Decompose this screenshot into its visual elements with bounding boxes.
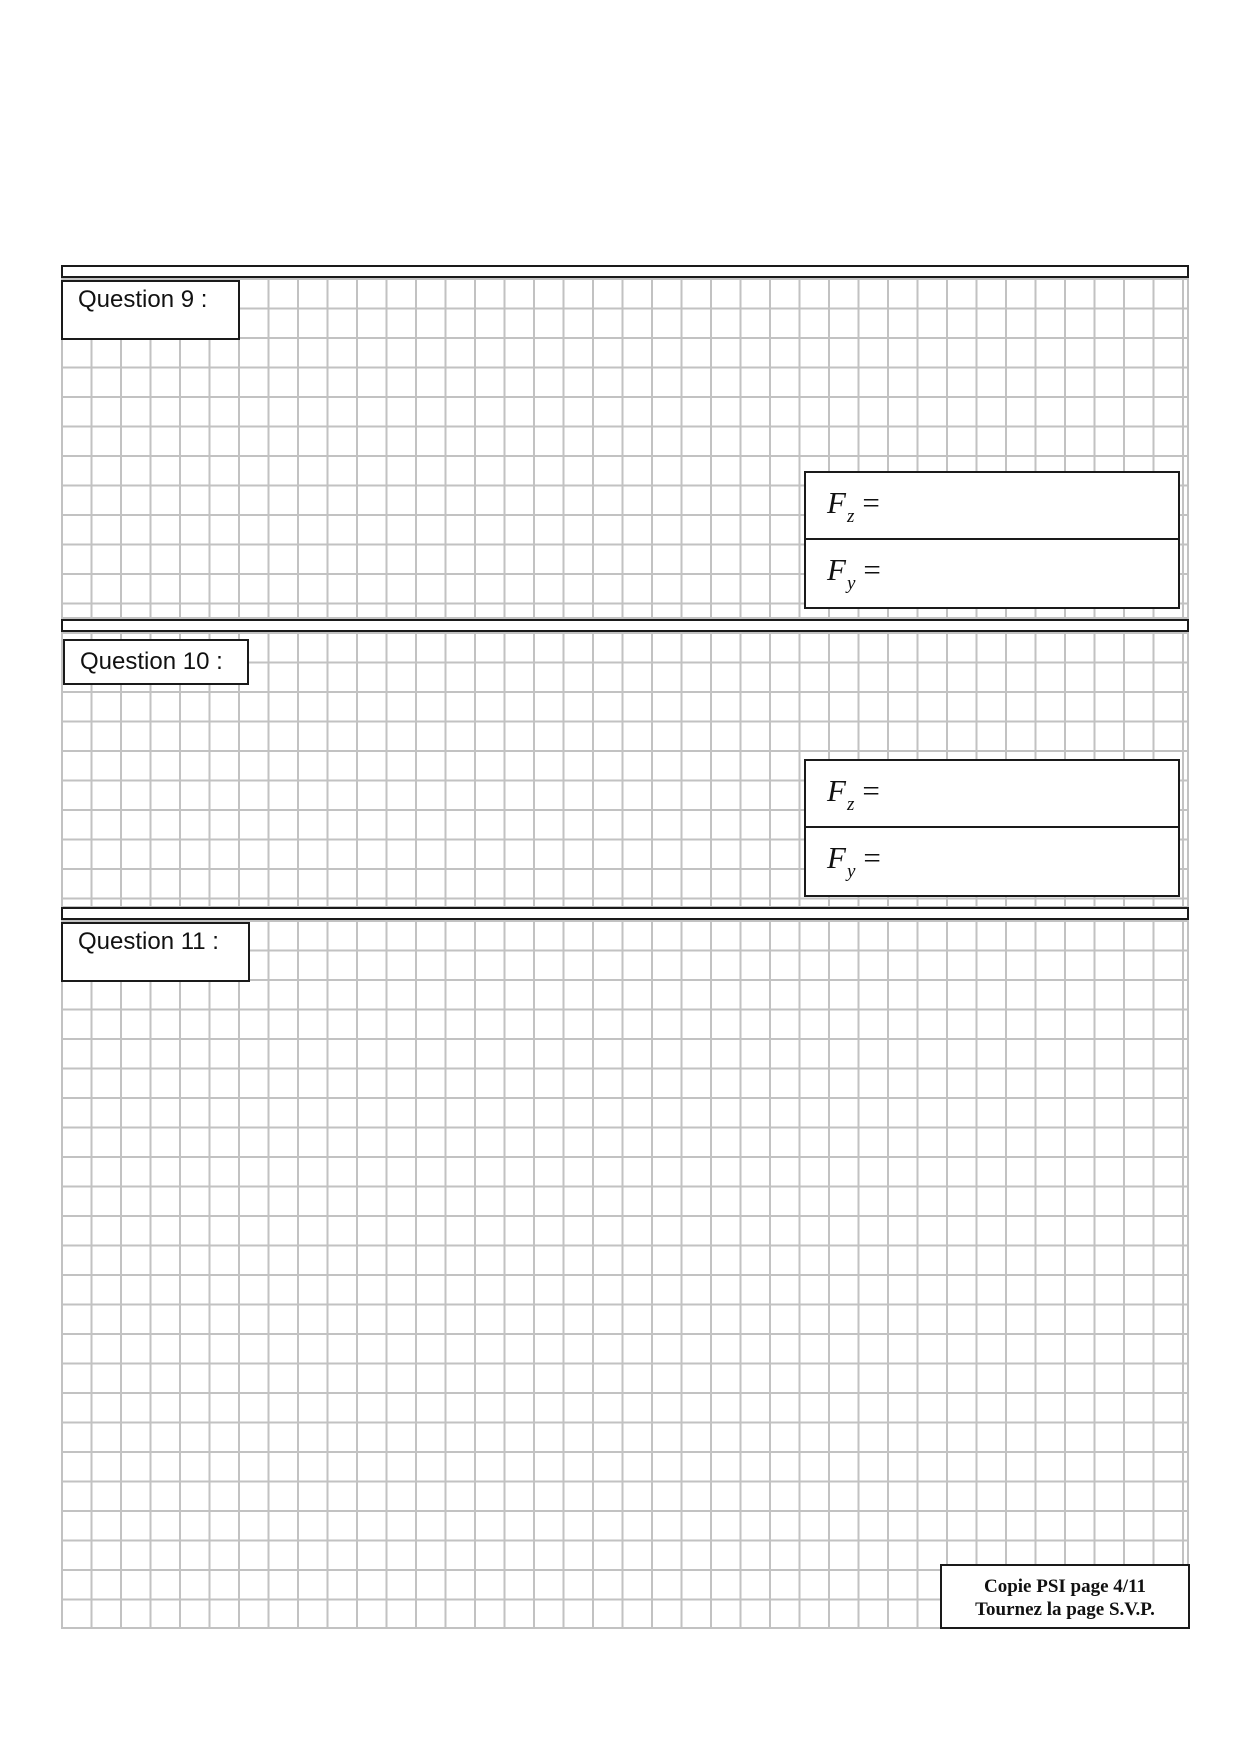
question-10-separator-bar [61,619,1189,632]
question-9-fz-formula: $F_z$ = [827,485,880,527]
question-10-fy-formula: $F_y$ = [827,840,881,882]
footer-turn-page-note: Tournez la page S.V.P. [975,1599,1155,1620]
question-10-answer-fz-row[interactable] [806,761,1178,828]
footer-page-number: Copie PSI page 4/11 [983,1576,1147,1597]
question-9-fy-formula: $F_y$ = [827,552,881,594]
question-10-answer-fy-row[interactable] [806,828,1178,895]
question-10-label-box [63,639,249,685]
question-10-answer-box [804,759,1180,897]
question-9-answer-fz-row[interactable] [806,473,1178,540]
question-11-separator-bar [61,907,1189,920]
question-11-grid-area[interactable] [61,920,1189,1629]
question-9-answer-fy-row[interactable] [806,540,1178,607]
question-10-label: Question 10 : [80,648,223,675]
question-11-label: Question 11 : [78,928,219,955]
question-9-label: Question 9 : [78,286,208,313]
page-footer-box [940,1564,1190,1629]
question-9-separator-bar [61,265,1189,278]
question-11-label-box [61,922,250,982]
question-9-label-box [61,280,240,340]
question-10-fz-formula: $F_z$ = [827,773,880,815]
question-9-answer-box [804,471,1180,609]
